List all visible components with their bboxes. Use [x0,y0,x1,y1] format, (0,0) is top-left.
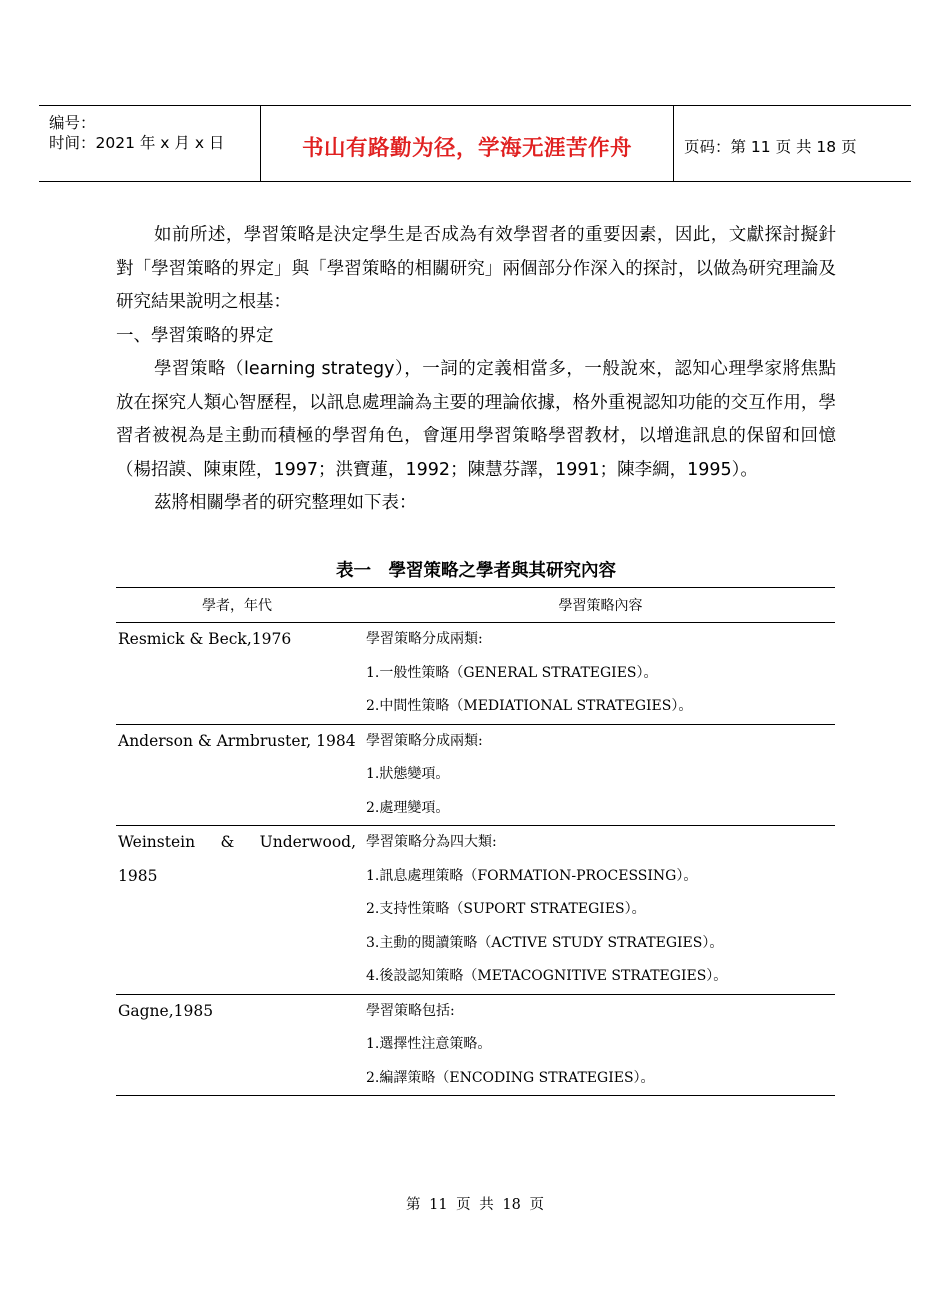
header-meta-cell [39,106,261,181]
motto: 书山有路勤为径，学海无涯苦作舟 [301,136,632,161]
table-row [116,826,835,995]
table-header [116,587,835,623]
table-caption: 表一 學習策略之學者與其研究內容 [336,561,616,581]
table-intro-paragraph: 茲將相關學者的研究整理如下表： [154,493,417,513]
header-scholar: 學者，年代 [202,598,272,614]
number-label: 编号： [49,114,96,132]
scholar-table [116,587,835,1096]
content-line: 學習策略包括: [366,1002,455,1019]
content-line: 1.選擇性注意策略。 [366,1036,492,1052]
content-line: 學習策略分成兩類: [366,631,483,647]
content-line: 2.編譯策略（ENCODING STRATEGIES）。 [366,1069,655,1086]
intro-paragraph: 如前所述，學習策略是決定學生是否成為有效學習者的重要因素，因此，文獻探討擬針對「學習策略的界定」與「學習策略的相關研究」兩個部分作深入的探討，以做為研究理論及研究結果說明之根基： [116,225,836,312]
content-line: 4.後設認知策略（METACOGNITIVE STRATEGIES）。 [366,968,728,984]
content-line: 2.支持性策略（SUPORT STRATEGIES）。 [366,901,646,917]
content-line: 3.主動的閱讀策略（ACTIVE STUDY STRATEGIES）。 [366,934,724,951]
header-page-cell [674,106,911,181]
content-line: 學習策略分為四大類: [366,834,497,850]
content-line: 1.狀態變項。 [366,766,450,782]
content-line: 2.中間性策略（MEDIATIONAL STRATEGIES）。 [366,698,693,714]
section-heading: 一、學習策略的界定 [116,325,274,346]
page-label: 页码：第 11 页 共 18 页 [684,138,857,156]
table-row [116,995,835,1097]
content-line: 1.訊息處理策略（FORMATION-PROCESSING）。 [366,867,698,884]
content-cell [366,623,835,724]
content-cell [366,826,835,994]
definition-paragraph: 學習策略（learning strategy），一詞的定義相當多，一般說來，認知心理學家將焦點放在探究人類心智歷程，以訊息處理論為主要的理論依據，格外重視認知功能的交互作用，學習者被視為是主動而積極的學習角色，會運用學習策略學習教材，以增進訊息的保留和回憶（楊招謨、陳東陞，1997；洪寶蓮，1992；陳慧芬譯，1991；陳李綢，1995）。 [116,359,836,480]
scholar-cell: Resmick & Beck,1976 [118,630,292,648]
content-line: 學習策略分成兩類: [366,732,483,749]
scholar-cell: Weinstein & Underwood, 1985 [118,833,356,885]
page-footer: 第 11 页 共 18 页 [406,1197,544,1213]
content-cell [366,995,835,1096]
header-content: 學習策略內容 [558,598,643,614]
table-row [116,623,835,725]
scholar-cell: Anderson & Armbruster, 1984 [118,731,356,750]
page-header [39,105,911,182]
date-label: 时间：2021 年 x 月 x 日 [49,134,225,152]
header-motto-cell [261,106,674,181]
content-cell [366,725,835,826]
content-line: 1.一般性策略（GENERAL STRATEGIES）。 [366,664,658,681]
scholar-cell: Gagne,1985 [118,1001,214,1020]
content-line: 2.處理變項。 [366,799,450,816]
body-text [116,219,836,521]
table-row [116,725,835,827]
